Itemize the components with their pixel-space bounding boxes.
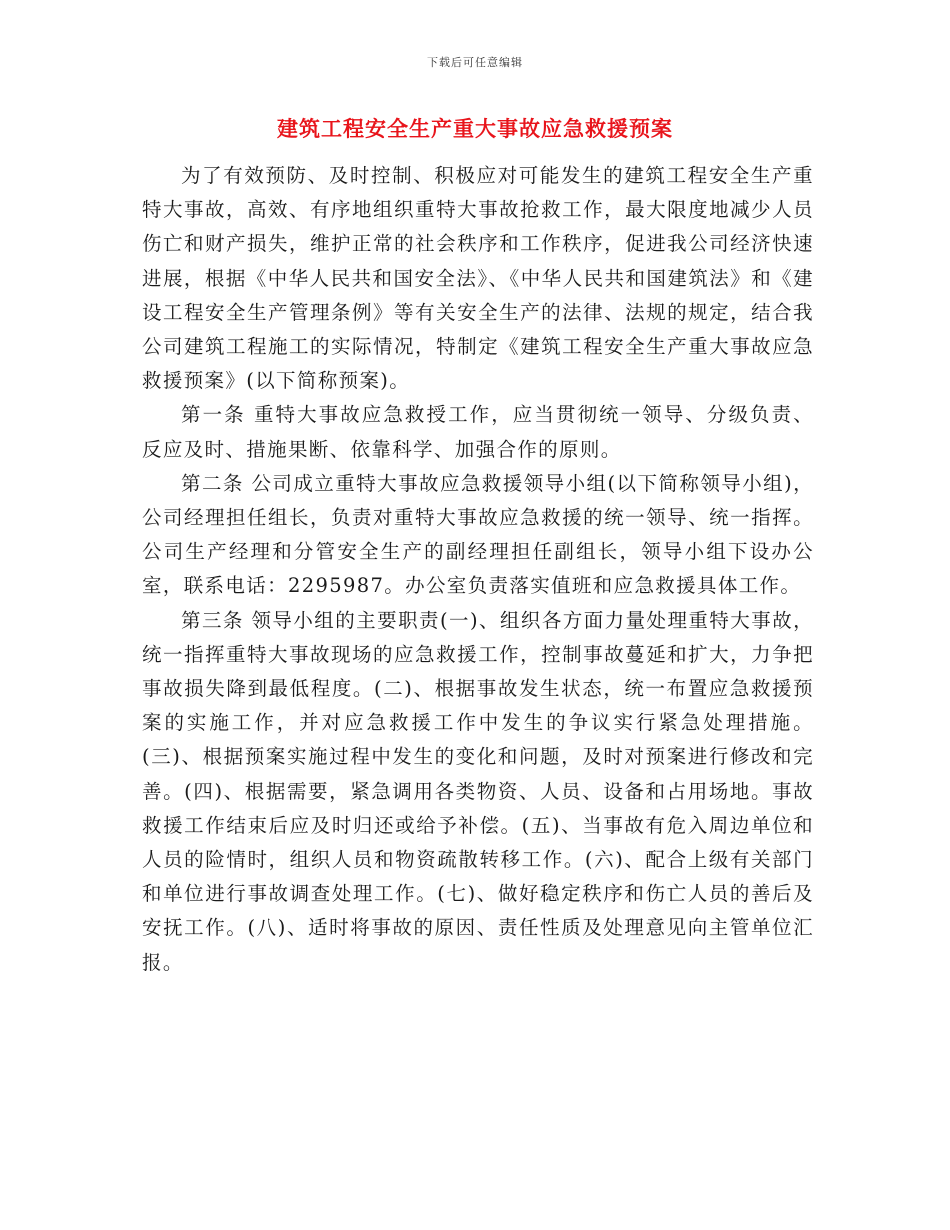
header-note: 下载后可任意编辑 (427, 56, 523, 69)
article-1-paragraph: 第一条 重特大事故应急救授工作，应当贯彻统一领导、分级负责、反应及时、措施果断、依靠科学、加强合作的原则。 (142, 403, 814, 461)
article-2-paragraph: 第二条 公司成立重特大事故应急救援领导小组(以下简称领导小组)，公司经理担任组长，负责对重特大事故应急救援的统一领导、统一指挥。公司生产经理和分管安全生产的副经理担任副组长，领导小组下设办公室，联系电话：2295987。办公室负责落实值班和应急救援具体工作。 (142, 471, 814, 598)
document-body (142, 159, 814, 980)
document-title: 建筑工程安全生产重大事故应急救援预案 (277, 116, 673, 141)
intro-paragraph: 为了有效预防、及时控制、积极应对可能发生的建筑工程安全生产重特大事故，高效、有序地组织重特大事故抢救工作，最大限度地减少人员伤亡和财产损失，维护正常的社会秩序和工作秩序，促进我公司经济快速进展，根据《中华人民共和国安全法》、《中华人民共和国建筑法》和《建设工程安全生产管理条例》等有关安全生产的法律、法规的规定，结合我公司建筑工程施工的实际情况，特制定《建筑工程安全生产重大事故应急救援预案》(以下简称预案)。 (142, 164, 814, 393)
article-3-paragraph: 第三条 领导小组的主要职责(一)、组织各方面力量处理重特大事故，统一指挥重特大事故现场的应急救援工作，控制事故蔓延和扩大，力争把事故损失降到最低程度。(二)、根据事故发生状态，统一布置应急救援预案的实施工作，并对应急救援工作中发生的争议实行紧急处理措施。(三)、根据预案实施过程中发生的变化和问题，及时对预案进行修改和完善。(四)、根据需要，紧急调用各类物资、人员、设备和占用场地。事故救援工作结束后应及时归还或给予补偿。(五)、当事故有危入周边单位和人员的险情时，组织人员和物资疏散转移工作。(六)、配合上级有关部门和单位进行事故调查处理工作。(七)、做好稳定秩序和伤亡人员的善后及安抚工作。(八)、适时将事故的原因、责任性质及处理意见向主管单位汇报。 (142, 608, 814, 974)
